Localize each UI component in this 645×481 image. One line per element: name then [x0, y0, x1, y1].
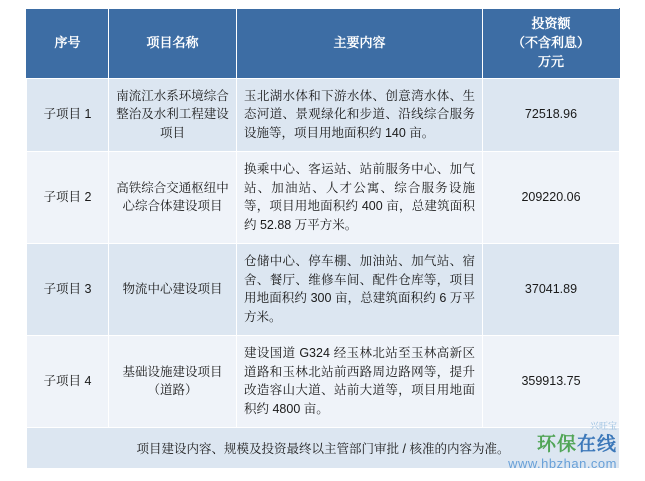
- header-cell-index: 序号: [27, 9, 109, 79]
- cell-investment-amount: 209220.06: [483, 151, 620, 243]
- cell-index: 子项目 3: [27, 243, 109, 335]
- cell-investment-amount: 72518.96: [483, 78, 620, 151]
- watermark-brand-leaf: 环保: [536, 433, 577, 455]
- cell-project-name: 高铁综合交通枢纽中心综合体建设项目: [109, 151, 237, 243]
- table-row: [27, 78, 620, 151]
- watermark-brand-rest: 在线: [576, 433, 617, 455]
- table-row: [27, 243, 620, 335]
- investment-projects-table: [26, 8, 620, 469]
- header-amount-line1: 投资额: [531, 16, 571, 31]
- table-header: [27, 9, 620, 79]
- table-footnote: 项目建设内容、规模及投资最终以主管部门审批 / 核准的内容为准。: [27, 427, 620, 468]
- cell-project-name: 物流中心建设项目: [109, 243, 237, 335]
- cell-project-name: 南流江水系环境综合整治及水利工程建设项目: [109, 78, 237, 151]
- cell-main-content: 玉北湖水体和下游水体、创意湾水体、生态河道、景观绿化和步道、沿线综合服务设施等，项目用地面积约 140 亩。: [237, 78, 483, 151]
- watermark-url: www.hbzhan.com: [508, 455, 617, 471]
- cell-main-content: 仓储中心、停车棚、加油站、加气站、宿舍、餐厅、维修车间、配件仓库等，项目用地面积约 300 亩，总建筑面积约 6 万平方米。: [237, 243, 483, 335]
- cell-investment-amount: 359913.75: [483, 335, 620, 427]
- cell-investment-amount: 37041.89: [483, 243, 620, 335]
- cell-index: 子项目 1: [27, 78, 109, 151]
- table-footnote-row: [27, 427, 620, 468]
- table-body: [27, 78, 620, 427]
- cell-index: 子项目 4: [27, 335, 109, 427]
- header-cell-name: 项目名称: [109, 9, 237, 79]
- table-footer: [27, 427, 620, 468]
- header-cell-amount: [483, 9, 620, 79]
- table-header-row: [27, 9, 620, 79]
- header-amount-line3: 万元: [537, 53, 564, 69]
- watermark-small-text: 兴旺宝: [589, 420, 617, 431]
- header-cell-content: 主要内容: [237, 9, 483, 79]
- table-row: [27, 151, 620, 243]
- table-row: [27, 335, 620, 427]
- cell-main-content: 建设国道 G324 经玉林北站至玉林高新区道路和玉林北站前西路周边路网等，提升改造容山大道、站前大道等，项目用地面积约 4800 亩。: [237, 335, 483, 427]
- cell-main-content: 换乘中心、客运站、站前服务中心、加气站、加油站、人才公寓、综合服务设施等，项目用地面积约 400 亩，总建筑面积约 52.88 万平方米。: [237, 151, 483, 243]
- cell-index: 子项目 2: [27, 151, 109, 243]
- header-amount-line2: （不含利息）: [511, 34, 590, 50]
- cell-project-name: 基础设施建设项目（道路）: [109, 335, 237, 427]
